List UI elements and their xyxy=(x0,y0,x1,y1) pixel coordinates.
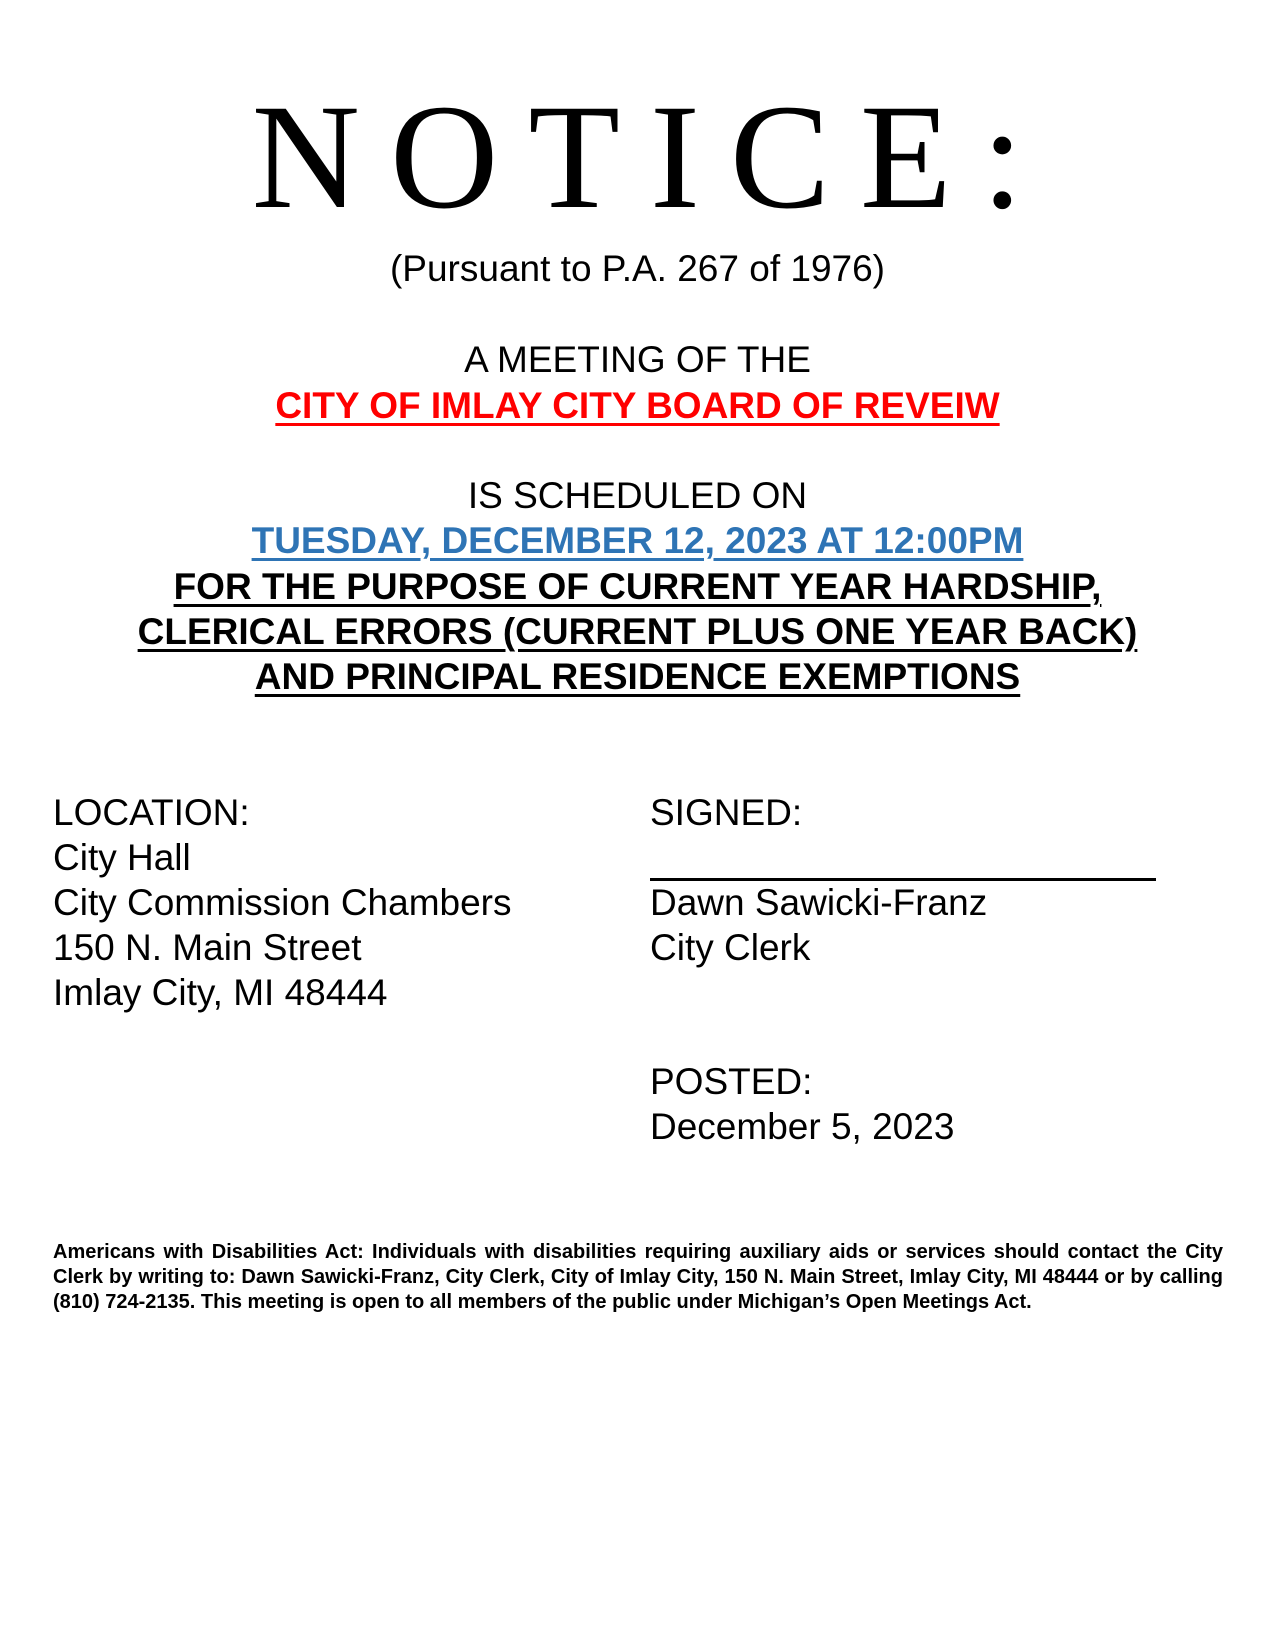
signed-block xyxy=(650,790,802,835)
signed-label: SIGNED: xyxy=(650,792,803,833)
board-name: CITY OF IMLAY CITY BOARD OF REVEIW xyxy=(275,385,1000,426)
purpose-line: CLERICAL ERRORS (CURRENT PLUS ONE YEAR BACK) xyxy=(137,611,1138,652)
meeting-of-heading: A MEETING OF THE xyxy=(464,339,811,380)
ada-notice: Americans with Disabilities Act: Individuals with disabilities requiring auxiliary aids or services should contact the City Clerk by writing to: Dawn Sawicki-Franz, City Clerk, City of Imlay City, 150 N. Main Street, Imlay City, MI 48444 or by calling (810) 724-2135. This meeting is open to all members of the public under Michigan’s Open Meetings Act. xyxy=(53,1241,1223,1313)
posted-block xyxy=(650,1059,954,1149)
pursuant-subtitle: (Pursuant to P.A. 267 of 1976) xyxy=(389,248,886,289)
signer-title: City Clerk xyxy=(650,927,811,968)
location-line: City Commission Chambers xyxy=(53,882,512,923)
location-line: 150 N. Main Street xyxy=(53,927,362,968)
location-line: Imlay City, MI 48444 xyxy=(53,972,388,1013)
signer-name: Dawn Sawicki-Franz xyxy=(650,882,988,923)
signer-block xyxy=(650,880,987,970)
posted-label: POSTED: xyxy=(650,1061,813,1102)
scheduled-on-heading: IS SCHEDULED ON xyxy=(467,475,808,516)
notice-title: NOTICE: xyxy=(251,74,1054,240)
meeting-purpose xyxy=(0,564,1275,699)
meeting-date-time: TUESDAY, DECEMBER 12, 2023 AT 12:00PM xyxy=(251,520,1024,561)
posted-date: December 5, 2023 xyxy=(650,1106,955,1147)
purpose-line: FOR THE PURPOSE OF CURRENT YEAR HARDSHIP, xyxy=(173,566,1102,607)
purpose-line: AND PRINCIPAL RESIDENCE EXEMPTIONS xyxy=(254,656,1021,697)
location-line: City Hall xyxy=(53,837,191,878)
location-label: LOCATION: xyxy=(53,792,250,833)
location-block xyxy=(53,790,512,1015)
